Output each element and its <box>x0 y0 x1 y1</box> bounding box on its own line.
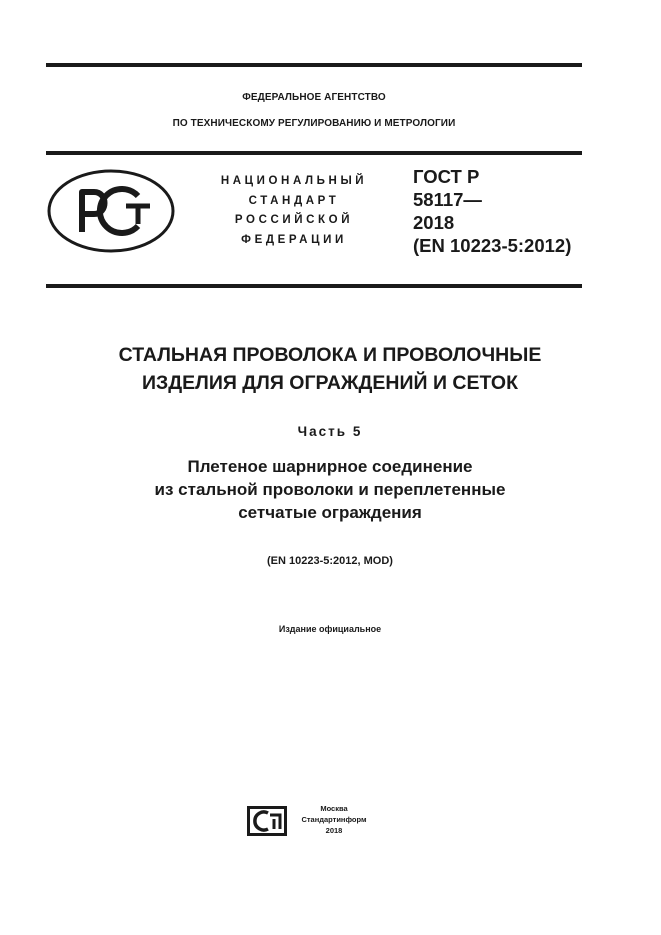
publisher-year: 2018 <box>325 826 343 835</box>
header-rule <box>46 151 582 155</box>
designation-line-4: (EN 10223-5:2012) <box>413 235 572 256</box>
document-title <box>30 341 630 397</box>
standard-designation <box>413 165 571 257</box>
standard-reference: (EN 10223-5:2012, MOD) <box>267 555 393 567</box>
title-line-2: ИЗДЕЛИЯ ДЛЯ ОГРАЖДЕНИЙ И СЕТОК <box>142 372 518 394</box>
designation-line-2: 58117— <box>413 189 482 210</box>
agency-line-2: ПО ТЕХНИЧЕСКОМУ РЕГУЛИРОВАНИЮ И МЕТРОЛОГИИ <box>172 118 456 129</box>
subtitle-line-1: Плетеное шарнирное соединение <box>187 457 473 476</box>
edition-label: Издание официальное <box>278 624 382 634</box>
designation-rule <box>46 284 582 288</box>
subtitle-line-2: из стальной проволоки и переплетенные <box>154 480 506 499</box>
designation-line-3: 2018 <box>413 212 455 233</box>
title-line-1: СТАЛЬНАЯ ПРОВОЛОКА И ПРОВОЛОЧНЫЕ <box>118 344 542 366</box>
publisher-city: Москва <box>320 804 348 813</box>
subtitle-line-3: сетчатые ограждения <box>238 503 422 522</box>
national-standard-line-3: РОССИЙСКОЙ <box>234 214 354 226</box>
agency-line-1: ФЕДЕРАЛЬНОЕ АГЕНТСТВО <box>242 92 386 103</box>
national-standard-line-1: НАЦИОНАЛЬНЫЙ <box>220 175 368 187</box>
designation-line-1: ГОСТ Р <box>413 166 480 187</box>
publisher-name: Стандартинформ <box>301 815 367 824</box>
top-rule <box>46 63 582 67</box>
national-standard <box>196 172 392 250</box>
national-standard-line-4: ФЕДЕРАЦИИ <box>241 233 347 246</box>
document-subtitle <box>30 455 630 524</box>
national-standard-line-2: СТАНДАРТ <box>248 194 340 207</box>
rst-gost-logo-icon <box>46 168 176 254</box>
publisher-block <box>296 803 372 836</box>
publisher-logo-icon <box>246 805 288 837</box>
part-label: Часть 5 <box>297 424 363 439</box>
